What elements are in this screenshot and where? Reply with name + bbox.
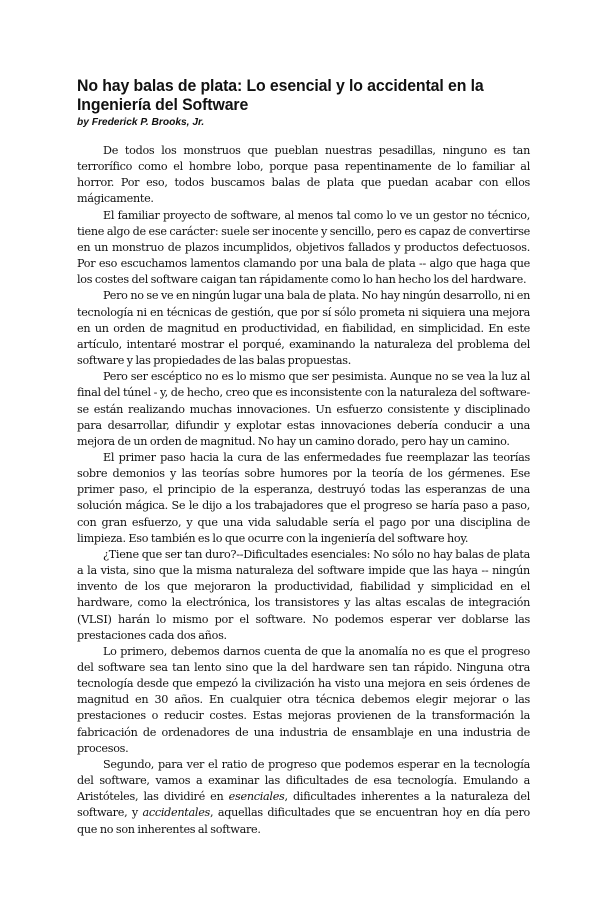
text-span: Segundo, para ver el ratio de progreso que podemos esperar en la tecnología del software, vamos a examinar las dificultades de esa tecnología. Emulando a Aristóteles, las dividiré en xyxy=(77,757,530,804)
paragraph: El familiar proyecto de software, al menos tal como lo ve un gestor no técnico, tiene algo de ese carácter: suele ser inocente y sencillo, pero es capaz de convertirse en un monstruo de plazos incumplidos, objetivos fallados y productos defectuosos. Por eso escuchamos lamentos clamando por una bala de plata -- algo que haga que los costes del software caigan tan rápidamente como lo han hecho los del hardware. xyxy=(77,208,530,287)
document-author: by Frederick P. Brooks, Jr. xyxy=(77,117,205,128)
paragraph: De todos los monstruos que pueblan nuestras pesadillas, ninguno es tan terrorífico como el hombre lobo, porque pasa repentinamente de lo familiar al horror. Por eso, todos buscamos balas de plata que puedan acabar con ellos mágicamente. xyxy=(77,144,530,206)
paragraph: Pero ser escéptico no es lo mismo que ser pesimista. Aunque no se vea la luz al final del túnel - y, de hecho, creo que es inconsistente con la naturaleza del software- se están realizando muchas innovaciones. Un esfuerzo consistente y disciplinado para desarrollar, difundir y explotar estas innovaciones debería conducir a una mejora de un orden de magnitud. No hay un camino dorado, pero hay un camino. xyxy=(77,370,530,448)
emphasis-accidentales: accidentales xyxy=(142,806,211,820)
document-title: No hay balas de plata: Lo esencial y lo accidental en la Ingeniería del Software xyxy=(77,77,484,114)
emphasis-esenciales: esenciales xyxy=(228,790,285,804)
text-span: , dificultades inherentes a la naturaleza del software, y xyxy=(77,790,530,820)
paragraph: Pero no se ve en ningún lugar una bala de plata. No hay ningún desarrollo, ni en tecnología ni en técnicas de gestión, que por sí sólo prometa ni siquiera una mejora en un orden de magnitud en productividad, en fiabilidad, en simplicidad. En este artículo, intentaré mostrar el porqué, examinando la naturaleza del problema del software y las propiedades de las balas propuestas. xyxy=(77,289,530,368)
text-span: , aquellas dificultades que se encuentran hoy en día pero que no son inherentes al software. xyxy=(77,806,530,836)
paragraph: ¿Tiene que ser tan duro?--Dificultades esenciales: No sólo no hay balas de plata a la vista, sino que la misma naturaleza del software impide que las haya -- ningún invento de los que mejoraron la productividad, fiabilidad y simplicidad en el hardware, como la electrónica, los transistores y las altas escalas de integración (VLSI) harán lo mismo por el software. No podemos esperar ver doblarse las prestaciones cada dos años. xyxy=(77,547,530,642)
document-body xyxy=(77,143,530,838)
paragraph: El primer paso hacia la cura de las enfermedades fue reemplazar las teorías sobre demonios y las teorías sobre humores por la teoría de los gérmenes. Ese primer paso, el principio de la esperanza, destruyó todas las esperanzas de una solución mágica. Se le dijo a los trabajadores que el progreso se haría paso a paso, con gran esfuerzo, y que una vida saludable sería el pago por una disciplina de limpieza. Eso también es lo que ocurre con la ingeniería del software hoy. xyxy=(77,450,530,545)
paragraph: Lo primero, debemos darnos cuenta de que la anomalía no es que el progreso del software sea tan lento sino que la del hardware sen tan rápido. Ninguna otra tecnología desde que empezó la civilización ha visto una mejora en seis órdenes de magnitud en 30 años. En cualquier otra técnica debemos elegir mejorar o las prestaciones o reducir costes. Estas mejoras provienen de la transformación la fabricación de ordenadores de una industria de ensamblaje en una industria de procesos. xyxy=(77,644,530,755)
paragraph-last xyxy=(77,757,530,838)
